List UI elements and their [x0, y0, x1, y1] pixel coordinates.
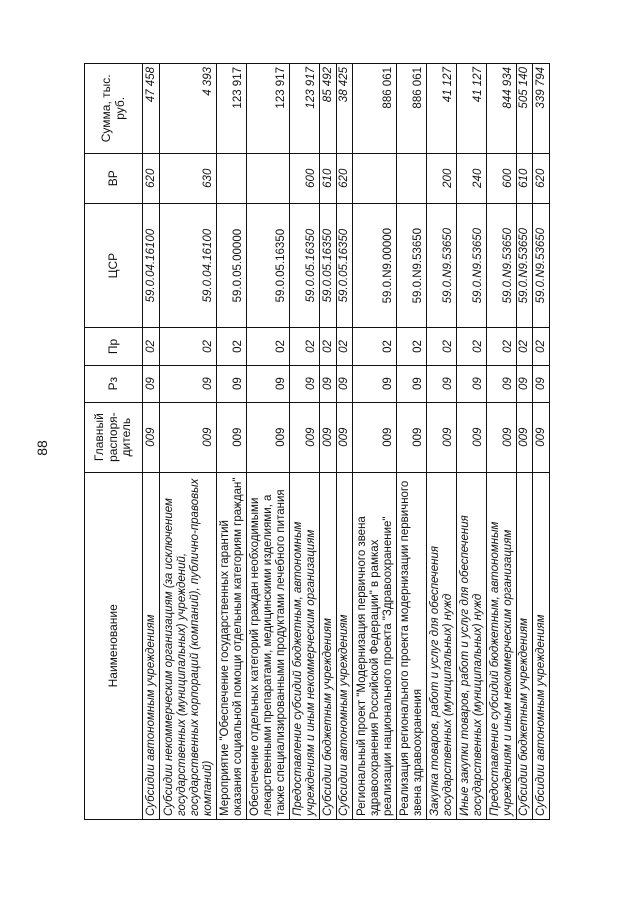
header-csr: ЦСР	[85, 203, 143, 328]
cell-name: Субсидии некоммерческим организациям (за исключением государственных (муниципальных) учреждений, государственных корпораций (компаний), публично-правовых компаний)	[159, 472, 216, 819]
table-row	[456, 64, 486, 820]
cell-vr: 610	[516, 153, 533, 203]
cell-pr: 02	[143, 328, 160, 365]
cell-csr: 59.0.N9.00000	[353, 203, 396, 328]
cell-glav: 009	[396, 402, 426, 472]
cell-rz: 09	[216, 365, 246, 402]
cell-glav: 009	[516, 402, 533, 472]
cell-vr	[353, 153, 396, 203]
cell-csr: 59.0.N9.53650	[396, 203, 426, 328]
cell-rz: 09	[456, 365, 486, 402]
cell-name: Закупка товаров, работ и услуг для обеспечения государственных (муниципальных) нужд	[426, 472, 456, 819]
cell-sum: 123 917	[290, 64, 320, 154]
cell-csr: 59.0.N9.53650	[516, 203, 533, 328]
table-row	[396, 64, 426, 820]
cell-pr: 02	[353, 328, 396, 365]
table-row	[426, 64, 456, 820]
cell-pr: 02	[159, 328, 216, 365]
cell-pr: 02	[396, 328, 426, 365]
cell-pr: 02	[290, 328, 320, 365]
cell-sum: 505 140	[516, 64, 533, 154]
cell-vr: 600	[486, 153, 516, 203]
cell-csr: 59.0.05.16350	[246, 203, 289, 328]
cell-sum: 4 393	[159, 64, 216, 154]
cell-rz: 09	[516, 365, 533, 402]
page-number: 88	[33, 440, 50, 456]
header-pr: Пр	[85, 328, 143, 365]
cell-name: Субсидии бюджетным учреждениям	[320, 472, 337, 819]
cell-pr: 02	[486, 328, 516, 365]
cell-vr: 630	[159, 153, 216, 203]
cell-pr: 02	[456, 328, 486, 365]
cell-glav: 009	[290, 402, 320, 472]
cell-csr: 59.0.04.16100	[159, 203, 216, 328]
header-vr: ВР	[85, 153, 143, 203]
cell-glav: 009	[143, 402, 160, 472]
cell-pr: 02	[320, 328, 337, 365]
cell-glav: 009	[159, 402, 216, 472]
cell-name: Реализация регионального проекта модернизации первичного звена здравоохранения	[396, 472, 426, 819]
cell-pr: 02	[216, 328, 246, 365]
cell-sum: 47 458	[143, 64, 160, 154]
cell-vr	[216, 153, 246, 203]
header-sum: Сумма, тыс. руб.	[85, 64, 143, 154]
cell-sum: 339 794	[533, 64, 550, 154]
header-rz: Рз	[85, 365, 143, 402]
cell-vr: 610	[320, 153, 337, 203]
cell-name: Субсидии автономным учреждениям	[143, 472, 160, 819]
cell-name: Предоставление субсидий бюджетным, автономным учреждениям и иным некоммерческим организациям	[290, 472, 320, 819]
cell-rz: 09	[533, 365, 550, 402]
table-body	[143, 64, 550, 820]
cell-pr: 02	[533, 328, 550, 365]
budget-table	[84, 63, 550, 820]
table-row	[486, 64, 516, 820]
cell-sum: 886 061	[353, 64, 396, 154]
cell-name: Субсидии автономным учреждениям	[336, 472, 353, 819]
cell-glav: 009	[426, 402, 456, 472]
cell-name: Предоставление субсидий бюджетным, автономным учреждениям и иным некоммерческим организациям	[486, 472, 516, 819]
cell-rz: 09	[336, 365, 353, 402]
cell-rz: 09	[320, 365, 337, 402]
cell-glav: 009	[533, 402, 550, 472]
cell-csr: 59.0.04.16100	[143, 203, 160, 328]
table-row	[216, 64, 246, 820]
cell-sum: 38 425	[336, 64, 353, 154]
cell-vr	[396, 153, 426, 203]
cell-pr: 02	[426, 328, 456, 365]
cell-glav: 009	[216, 402, 246, 472]
cell-pr: 02	[516, 328, 533, 365]
header-name: Наименование	[85, 472, 143, 819]
cell-vr: 620	[143, 153, 160, 203]
cell-vr	[246, 153, 289, 203]
cell-name: Субсидии автономным учреждениям	[533, 472, 550, 819]
cell-rz: 09	[486, 365, 516, 402]
cell-vr: 620	[336, 153, 353, 203]
table-row	[143, 64, 160, 820]
cell-vr: 200	[426, 153, 456, 203]
cell-glav: 009	[456, 402, 486, 472]
cell-sum: 41 127	[456, 64, 486, 154]
table-header-row	[85, 64, 143, 820]
table-row	[290, 64, 320, 820]
cell-csr: 59.0.N9.53650	[426, 203, 456, 328]
cell-sum: 886 061	[396, 64, 426, 154]
cell-pr: 02	[336, 328, 353, 365]
table-row	[159, 64, 216, 820]
cell-csr: 59.0.05.00000	[216, 203, 246, 328]
cell-csr: 59.0.05.16350	[290, 203, 320, 328]
table-row	[246, 64, 289, 820]
cell-rz: 09	[426, 365, 456, 402]
cell-csr: 59.0.N9.53650	[533, 203, 550, 328]
cell-rz: 09	[353, 365, 396, 402]
cell-rz: 09	[396, 365, 426, 402]
cell-csr: 59.0.05.16350	[320, 203, 337, 328]
cell-pr: 02	[246, 328, 289, 365]
rotated-page	[84, 63, 550, 820]
table-row	[353, 64, 396, 820]
cell-rz: 09	[290, 365, 320, 402]
cell-rz: 09	[159, 365, 216, 402]
cell-name: Субсидии бюджетным учреждениям	[516, 472, 533, 819]
cell-vr: 240	[456, 153, 486, 203]
cell-sum: 123 917	[216, 64, 246, 154]
cell-name: Иные закупки товаров, работ и услуг для обеспечения государственных (муниципальных) нужд	[456, 472, 486, 819]
cell-csr: 59.0.05.16350	[336, 203, 353, 328]
cell-glav: 009	[246, 402, 289, 472]
header-glav: Главный распоря-дитель	[85, 402, 143, 472]
cell-glav: 009	[336, 402, 353, 472]
cell-sum: 123 917	[246, 64, 289, 154]
cell-glav: 009	[320, 402, 337, 472]
cell-name: Обеспечение отдельных категорий граждан необходимыми лекарственными препаратами, медицинскими изделиями, а также специализированными продуктами лечебного питания	[246, 472, 289, 819]
cell-sum: 41 127	[426, 64, 456, 154]
cell-rz: 09	[143, 365, 160, 402]
cell-rz: 09	[246, 365, 289, 402]
cell-sum: 844 934	[486, 64, 516, 154]
table-row	[336, 64, 353, 820]
cell-csr: 59.0.N9.53650	[456, 203, 486, 328]
cell-csr: 59.0.N9.53650	[486, 203, 516, 328]
table-row	[320, 64, 337, 820]
table-row	[516, 64, 533, 820]
cell-name: Мероприятие "Обеспечение государственных гарантий оказания социальной помощи отдельным категориям граждан"	[216, 472, 246, 819]
cell-glav: 009	[486, 402, 516, 472]
cell-name: Региональный проект "Модернизация первичного звена здравоохранения Российской Федерации" в рамках реализации национального проекта "Здравоохранение"	[353, 472, 396, 819]
cell-vr: 600	[290, 153, 320, 203]
cell-glav: 009	[353, 402, 396, 472]
cell-vr: 620	[533, 153, 550, 203]
table-row	[533, 64, 550, 820]
cell-sum: 85 492	[320, 64, 337, 154]
